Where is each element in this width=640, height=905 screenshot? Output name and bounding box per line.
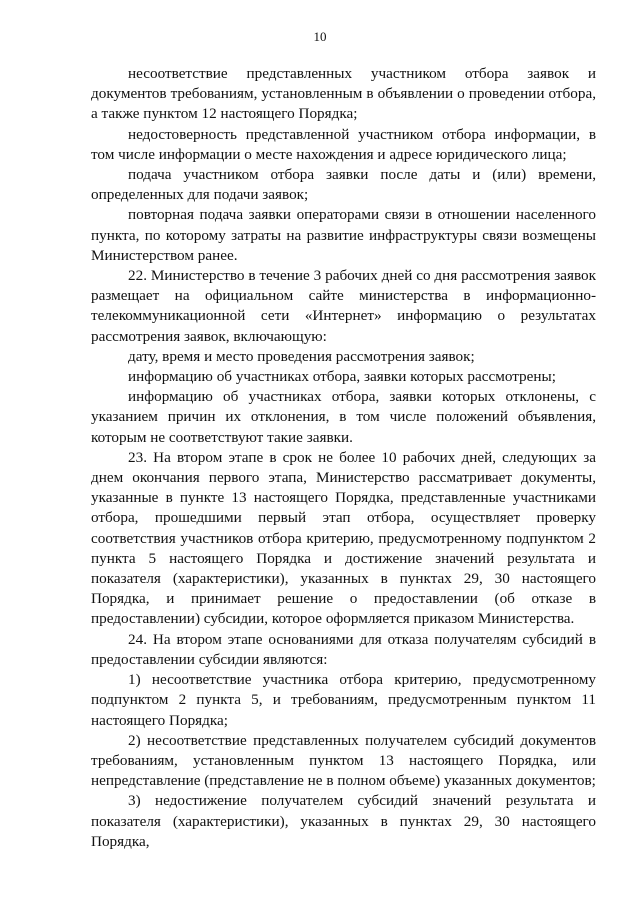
paragraph: несоответствие представленных участником отбора заявок и документов требованиям, установленным в объявлении о проведении отбора, а также пунктом 12 настоящего Порядка; xyxy=(91,65,596,123)
document-body xyxy=(91,64,596,852)
paragraph: дату, время и место проведения рассмотрения заявок; xyxy=(128,347,475,365)
paragraph: повторная подача заявки операторами связи в отношении населенного пункта, по которому затраты на развитие инфраструктуры связи возмещены Министерством ранее. xyxy=(91,206,596,264)
paragraph: подача участником отбора заявки после даты и (или) времени, определенных для подачи заявок; xyxy=(91,166,596,204)
paragraph: информацию об участниках отбора, заявки которых отклонены, с указанием причин их отклонения, в том числе положений объявления, которым не соответствуют такие заявки. xyxy=(91,388,596,446)
page-number: 10 xyxy=(313,29,327,44)
paragraph: 3) недостижение получателем субсидий значений результата и показателя (характеристики), указанных в пунктах 29, 30 настоящего Порядка, xyxy=(91,792,596,850)
paragraph: 22. Министерство в течение 3 рабочих дней со дня рассмотрения заявок размещает на официальном сайте министерства в информационно-телекоммуникационной сети «Интернет» информацию о результатах рассмотрения заявок, включающую: xyxy=(91,267,596,345)
paragraph: информацию об участниках отбора, заявки которых рассмотрены; xyxy=(128,368,556,386)
paragraph: 24. На втором этапе основаниями для отказа получателям субсидий в предоставлении субсидии являются: xyxy=(91,630,596,668)
paragraph: 2) несоответствие представленных получателем субсидий документов требованиям, установленным пунктом 13 настоящего Порядка, или непредставление (представление не в полном объеме) указанных документов; xyxy=(91,731,596,790)
paragraph: недостоверность представленной участником отбора информации, в том числе информации о месте нахождения и адресе юридического лица; xyxy=(91,125,596,163)
paragraph: 23. На втором этапе в срок не более 10 рабочих дней, следующих за днем окончания первого этапа, Министерство рассматривает документы, указанные в пункте 13 настоящего Порядка, представленные участниками отбора, прошедшими первый этап отбора, осуществляет проверку соответствия участников отбора критерию, предусмотренному подпунктом 2 пункта 5 настоящего Порядка и достижение значений результата и показателя (характеристики), указанных в пунктах 29, 30 настоящего Порядка, и принимает решение о предоставлении (об отказе в предоставлении) субсидии, которое оформляется приказом Министерства. xyxy=(91,448,596,628)
paragraph: 1) несоответствие участника отбора критерию, предусмотренному подпунктом 2 пункта 5, и требованиям, предусмотренным пунктом 11 настоящего Порядка; xyxy=(91,671,596,729)
